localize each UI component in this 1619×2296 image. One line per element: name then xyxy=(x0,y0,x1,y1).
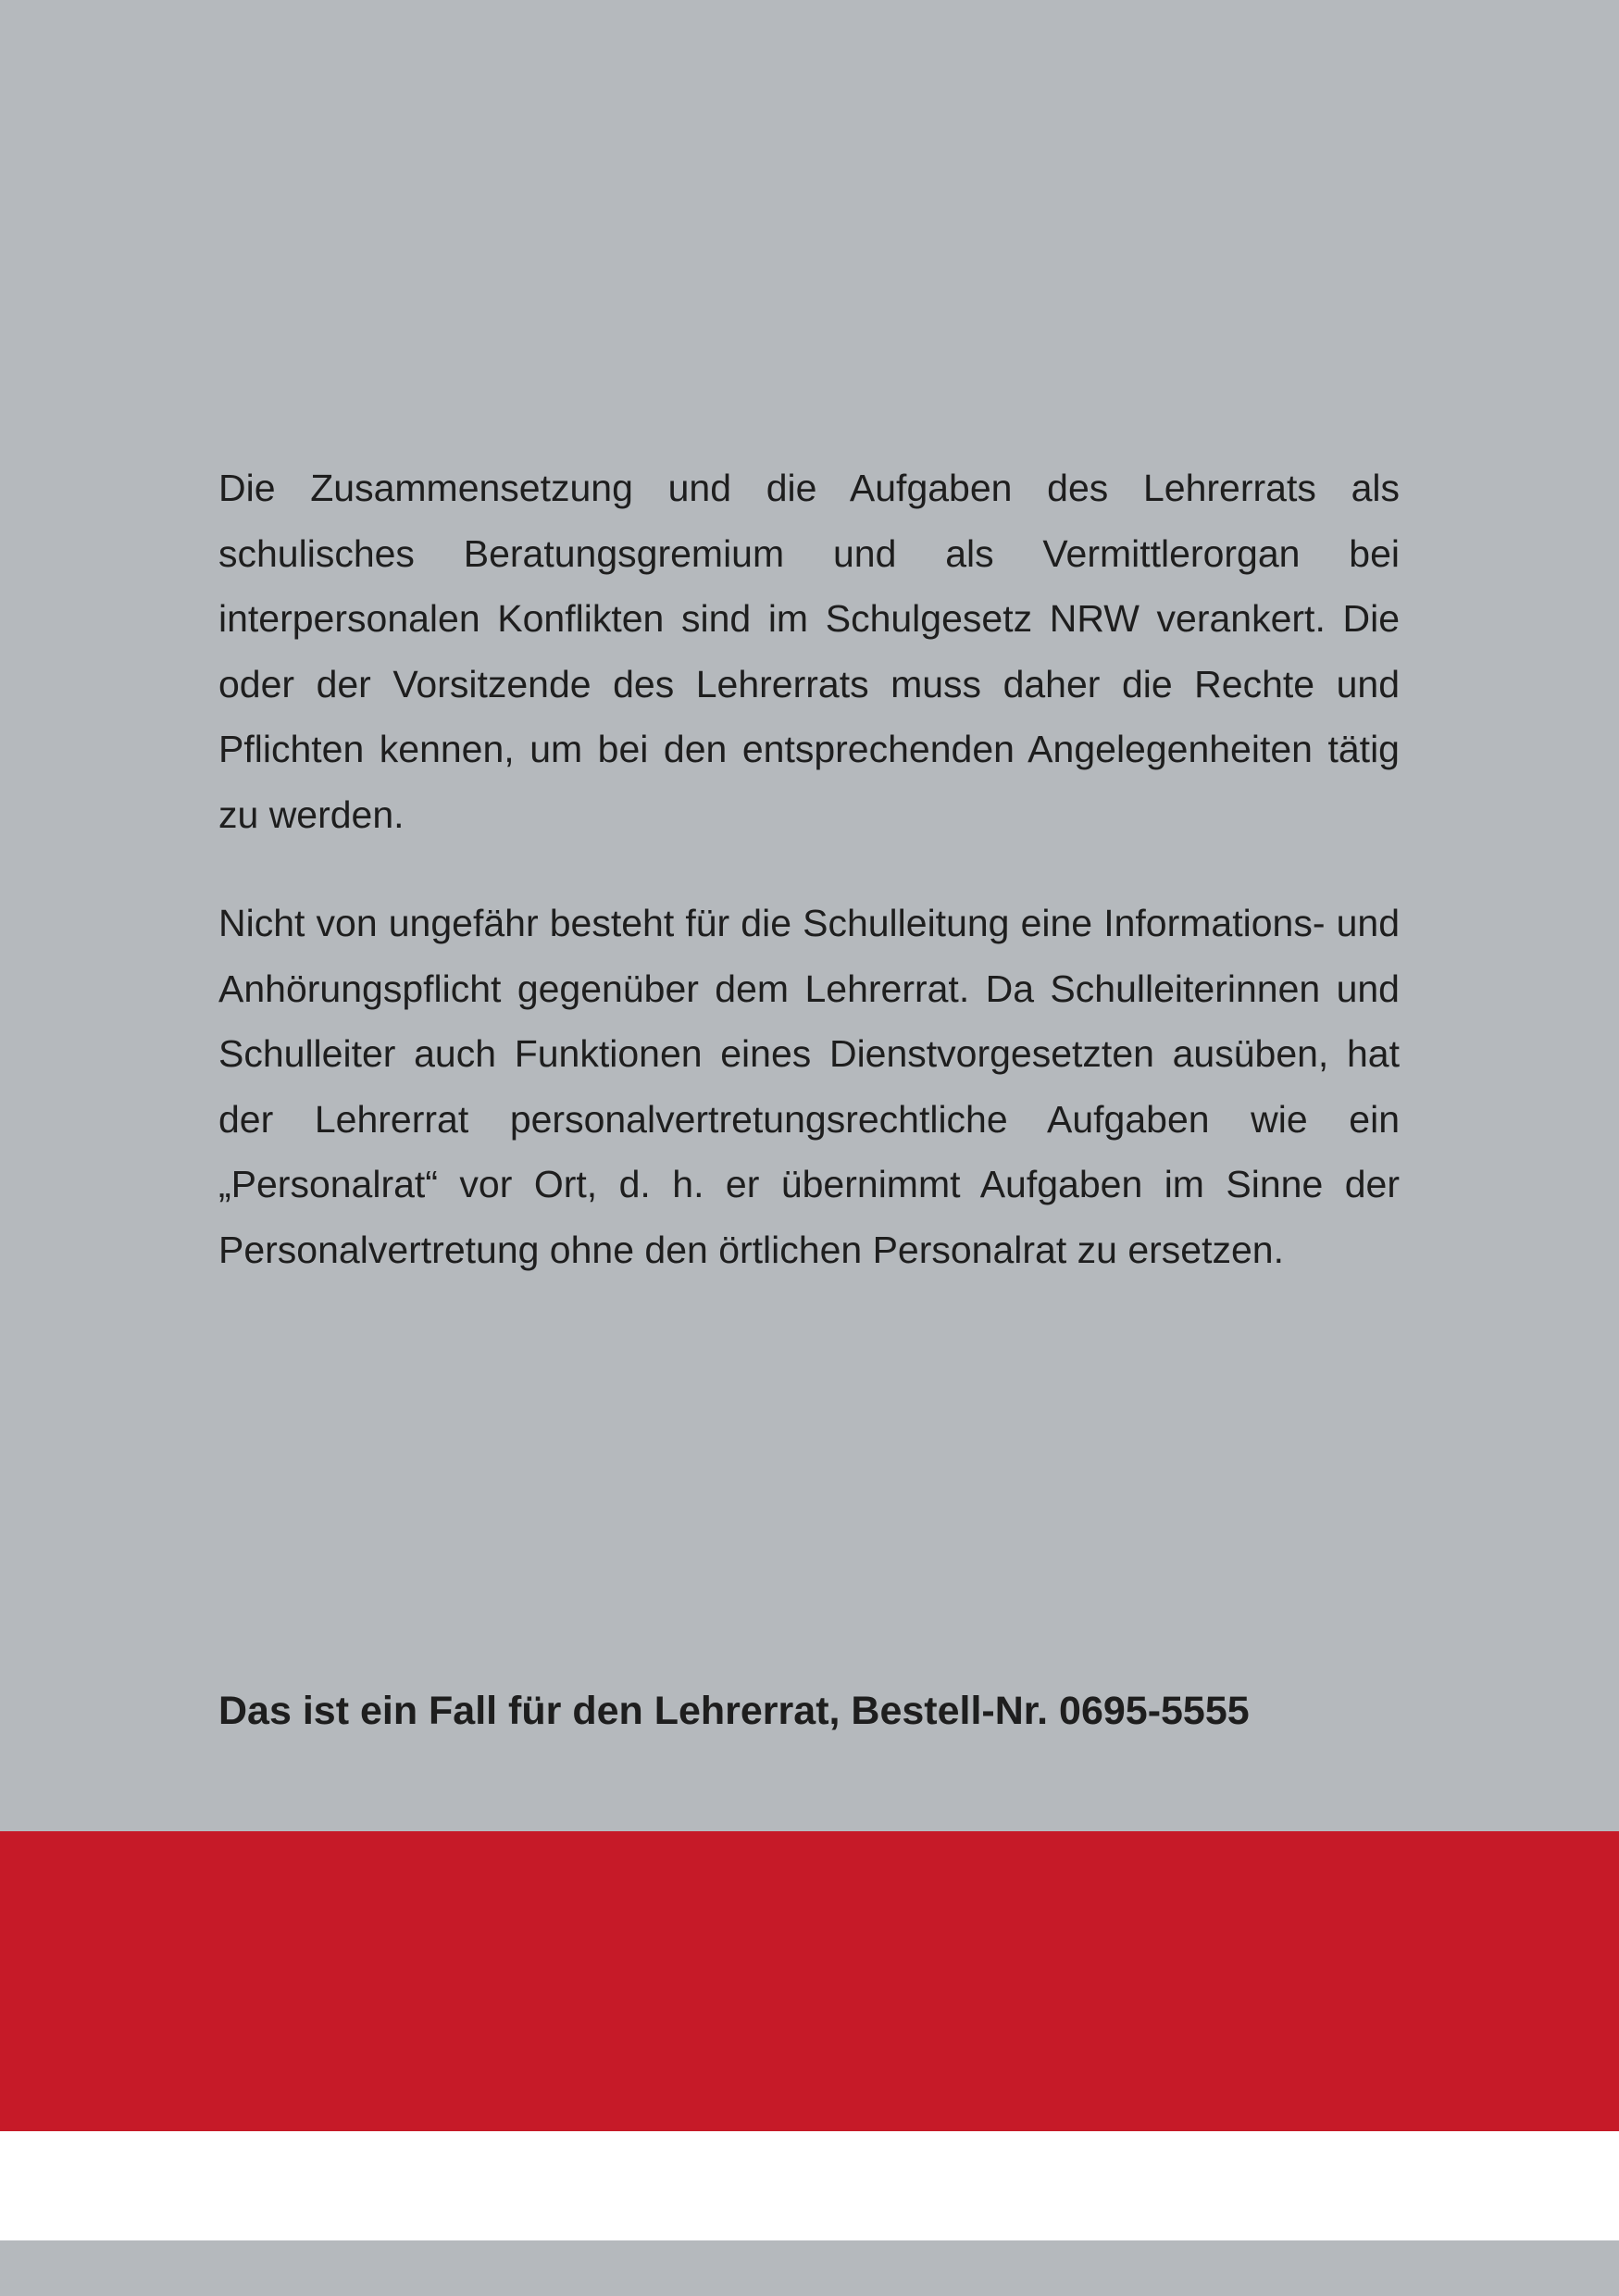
red-color-band xyxy=(0,1831,1619,2131)
order-number-line: Das ist ein Fall für den Lehrerrat, Bestell-Nr. 0695-5555 xyxy=(218,1689,1250,1733)
body-text xyxy=(218,455,1400,1282)
paragraph-information-duty: Nicht von ungefähr besteht für die Schulleitung eine Informations- und Anhörungspflicht gegenüber dem Lehrerrat. Da Schulleiterinnen und Schulleiter auch Funktionen eines Dienstvorgesetzten ausüben, hat der Lehrerrat personalvertretungsrechtliche Aufgaben wie ein „Personalrat“ vor Ort, d. h. er übernimmt Aufgaben im Sinne der Personalvertretung ohne den örtlichen Personalrat zu ersetzen. xyxy=(218,902,1400,1271)
paragraph-lehrerrat-composition: Die Zusammensetzung und die Aufgaben des Lehrerrats als schulisches Beratungsgremium und als Vermittlerorgan bei interpersonalen Konflikten sind im Schulgesetz NRW verankert. Die oder der Vorsitzende des Lehrerrats muss daher die Rechte und Pflichten kennen, um bei den entsprechenden Angelegenheiten tätig zu werden. xyxy=(218,467,1400,836)
white-color-band xyxy=(0,2131,1619,2240)
grey-footer-band xyxy=(0,2240,1619,2296)
